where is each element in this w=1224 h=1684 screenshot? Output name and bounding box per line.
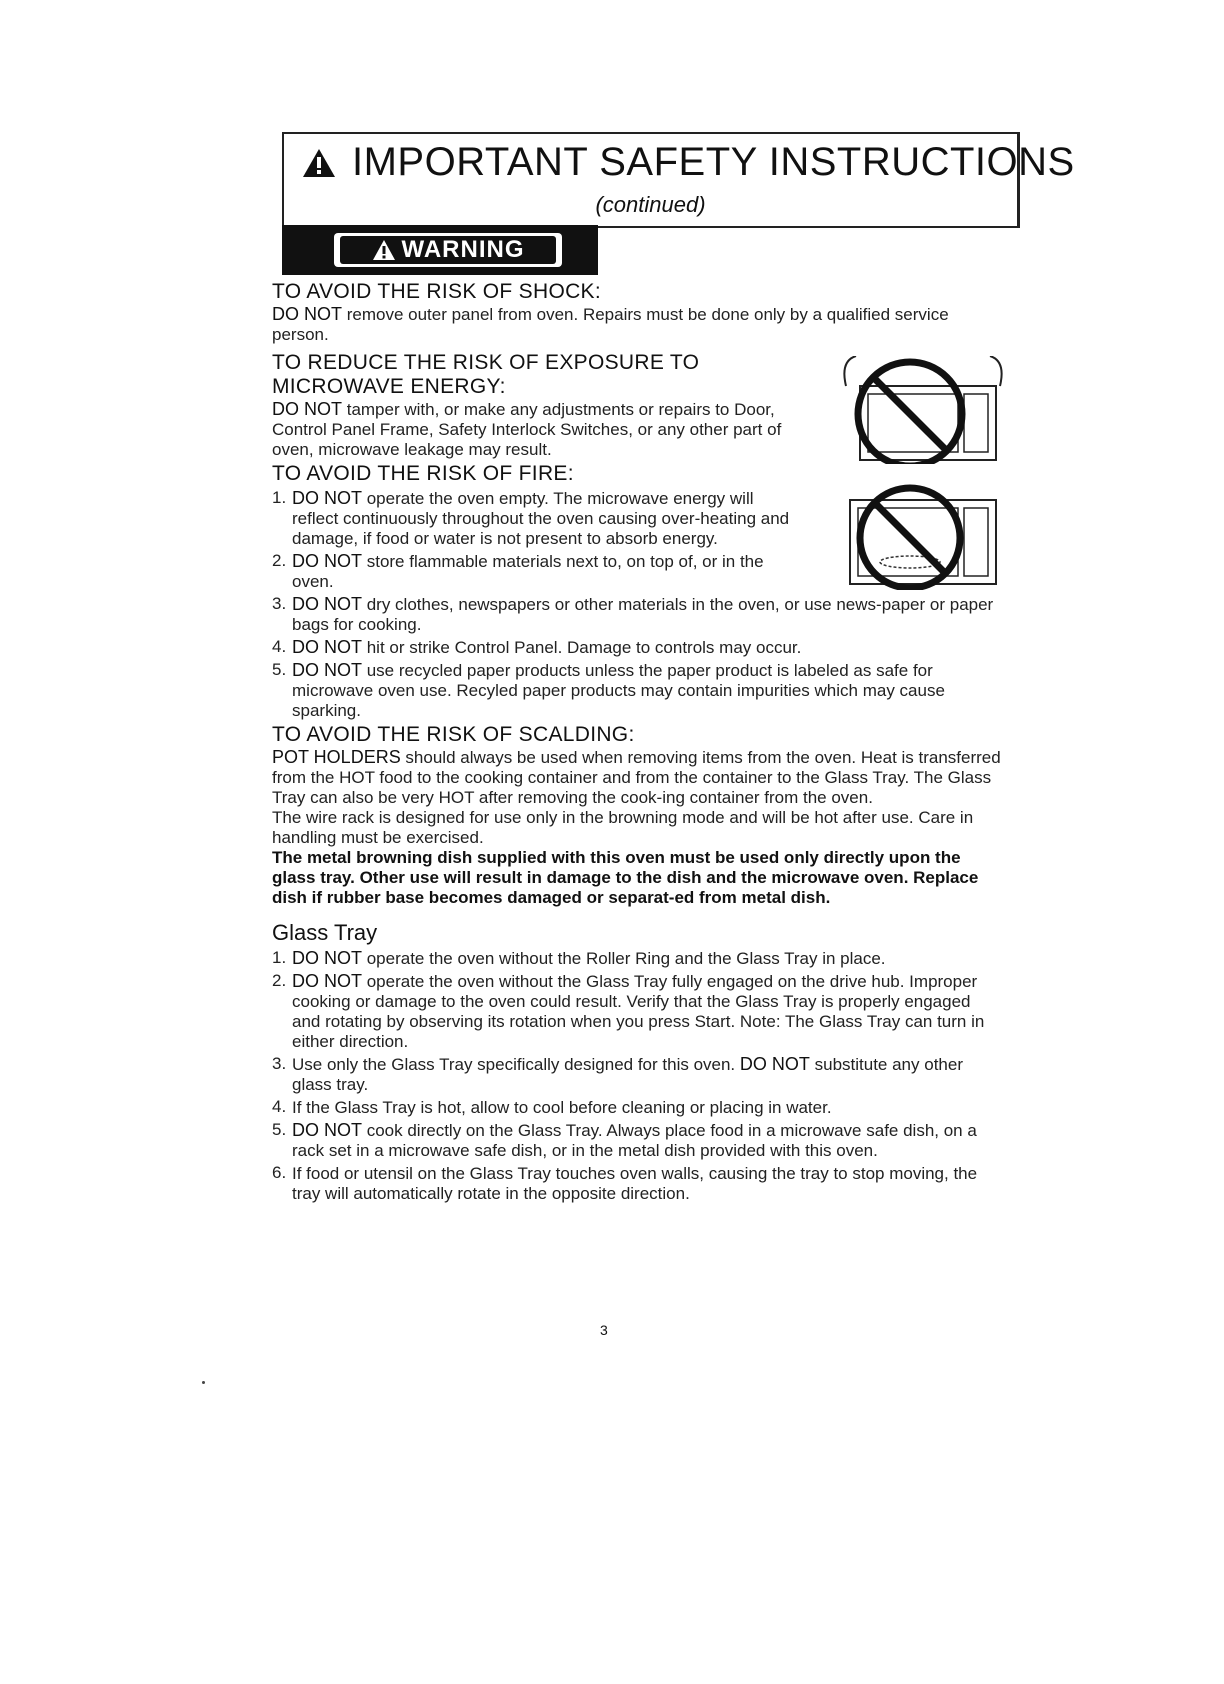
item-body: If food or utensil on the Glass Tray touches oven walls, causing the tray to stop moving, the tray will automatically rotate in the opposite direction. (292, 1164, 978, 1203)
scalding-text (272, 747, 1002, 808)
shock-lead: DO NOT (272, 304, 342, 324)
item-text (292, 948, 886, 969)
wire-rack-text: The wire rack is designed for use only in the browning mode and will be hot after use. Care in handling must be exercised. (272, 808, 974, 847)
page-number: 3 (600, 1322, 608, 1338)
subtitle: (continued) (595, 192, 706, 217)
warning-label: WARNING (401, 236, 525, 263)
item-text (292, 1054, 1002, 1095)
item-lead: DO NOT (292, 948, 362, 968)
glass-tray-item (272, 1120, 1002, 1161)
fire-item (272, 594, 1002, 635)
scan-speck (202, 1381, 205, 1384)
item-number: 5. (272, 1120, 287, 1139)
item-text (292, 488, 792, 549)
warning-banner (282, 225, 598, 275)
fire-item (272, 637, 1002, 658)
warning-triangle-icon (302, 148, 336, 178)
warning-inner (340, 236, 556, 264)
glass-tray-item (272, 1097, 1002, 1118)
fire-item (272, 488, 792, 549)
item-lead: DO NOT (292, 488, 362, 508)
item-number: 4. (272, 637, 287, 656)
item-body: substitute any other glass tray. (292, 1055, 963, 1094)
scalding-body: should always be used when removing items from the oven. Heat is transferred from the HOT food to the cooking container and from the container to the Glass Tray. The Glass Tray can also be very HOT after removing the cook-ing container from the oven. (272, 748, 1001, 807)
item-number: 1. (272, 488, 287, 507)
safety-header (282, 132, 1075, 228)
glass-tray-item (272, 1163, 1002, 1204)
item-lead: DO NOT (739, 1054, 810, 1074)
item-body: operate the oven without the Glass Tray fully engaged on the drive hub. Improper cooking or damage to the oven could result. Verify that the Glass Tray is properly engaged and rotating by observing its rotation when you press Start. Note: The Glass Tray can turn in either direction. (292, 972, 985, 1051)
exposure-body: tamper with, or make any adjustments or repairs to Door, Control Panel Frame, Safety Interlock Switches, or any other part of oven, microwave leakage may result. (272, 400, 782, 459)
exposure-heading: TO REDUCE THE RISK OF EXPOSURE TO MICROWAVE ENERGY: (272, 351, 700, 398)
item-number: 4. (272, 1097, 287, 1116)
fire-item (272, 660, 1002, 721)
item-lead: DO NOT (292, 637, 362, 657)
item-body: cook directly on the Glass Tray. Always place food in a microwave safe dish, on a rack set in a microwave safe dish, or in the metal dish provided with this oven. (292, 1121, 977, 1160)
page-title (302, 140, 1075, 185)
item-text (292, 551, 792, 592)
shock-heading: TO AVOID THE RISK OF SHOCK: (272, 280, 601, 303)
item-text (292, 971, 1002, 1052)
item-text (292, 1163, 1002, 1204)
item-lead: DO NOT (292, 594, 362, 614)
item-number: 3. (272, 1054, 287, 1073)
item-lead: DO NOT (292, 971, 362, 991)
scalding-heading: TO AVOID THE RISK OF SCALDING: (272, 723, 635, 746)
item-text (292, 637, 801, 658)
fire-item (272, 551, 792, 592)
item-lead: DO NOT (292, 660, 362, 680)
item-number: 1. (272, 948, 287, 967)
scalding-lead: POT HOLDERS (272, 747, 401, 767)
item-lead: DO NOT (292, 1120, 362, 1140)
item-body: operate the oven without the Roller Ring and the Glass Tray in place. (362, 949, 886, 968)
item-body: dry clothes, newspapers or other materials in the oven, or use news-paper or paper bags for cooking. (292, 595, 994, 634)
item-lead: DO NOT (292, 551, 362, 571)
glass-tray-item (272, 948, 1002, 969)
shock-text (272, 304, 1002, 345)
item-body: If the Glass Tray is hot, allow to cool before cleaning or placing in water. (292, 1098, 832, 1117)
item-text (292, 594, 1002, 635)
item-text (292, 1097, 832, 1118)
item-number: 3. (272, 594, 287, 613)
item-number: 2. (272, 551, 287, 570)
item-number: 5. (272, 660, 287, 679)
fire-heading: TO AVOID THE RISK OF FIRE: (272, 462, 574, 485)
item-number: 2. (272, 971, 287, 990)
item-body: hit or strike Control Panel. Damage to controls may occur. (362, 638, 802, 657)
shock-body: remove outer panel from oven. Repairs must be done only by a qualified service person. (272, 305, 949, 344)
main-content (272, 278, 1002, 1204)
item-number: 6. (272, 1163, 287, 1182)
item-pre: Use only the Glass Tray specifically designed for this oven. (292, 1055, 740, 1074)
exposure-lead: DO NOT (272, 399, 342, 419)
title-text: IMPORTANT SAFETY INSTRUCTIONS (352, 140, 1075, 184)
warning-triangle-small-icon (372, 239, 396, 261)
exposure-text (272, 399, 792, 460)
browning-dish-text: The metal browning dish supplied with this oven must be used only directly upon the glass tray. Other use will result in damage to the dish and the microwave oven. Replace dish if rubber base becomes damaged or separat-ed from metal dish. (272, 848, 979, 907)
glass-tray-item (272, 971, 1002, 1052)
item-text (292, 660, 1002, 721)
glass-tray-item (272, 1054, 1002, 1095)
item-body: use recycled paper products unless the paper product is labeled as safe for microwave oven use. Recyled paper products may contain impurities which may cause sparking. (292, 661, 945, 720)
item-text (292, 1120, 1002, 1161)
item-body: store flammable materials next to, on top of, or in the oven. (292, 552, 764, 591)
glass-tray-heading: Glass Tray (272, 920, 378, 945)
warning-tag (334, 233, 562, 267)
item-body: operate the oven empty. The microwave energy will reflect continuously throughout the oven causing over-heating and damage, if food or water is not present to absorb energy. (292, 489, 790, 548)
